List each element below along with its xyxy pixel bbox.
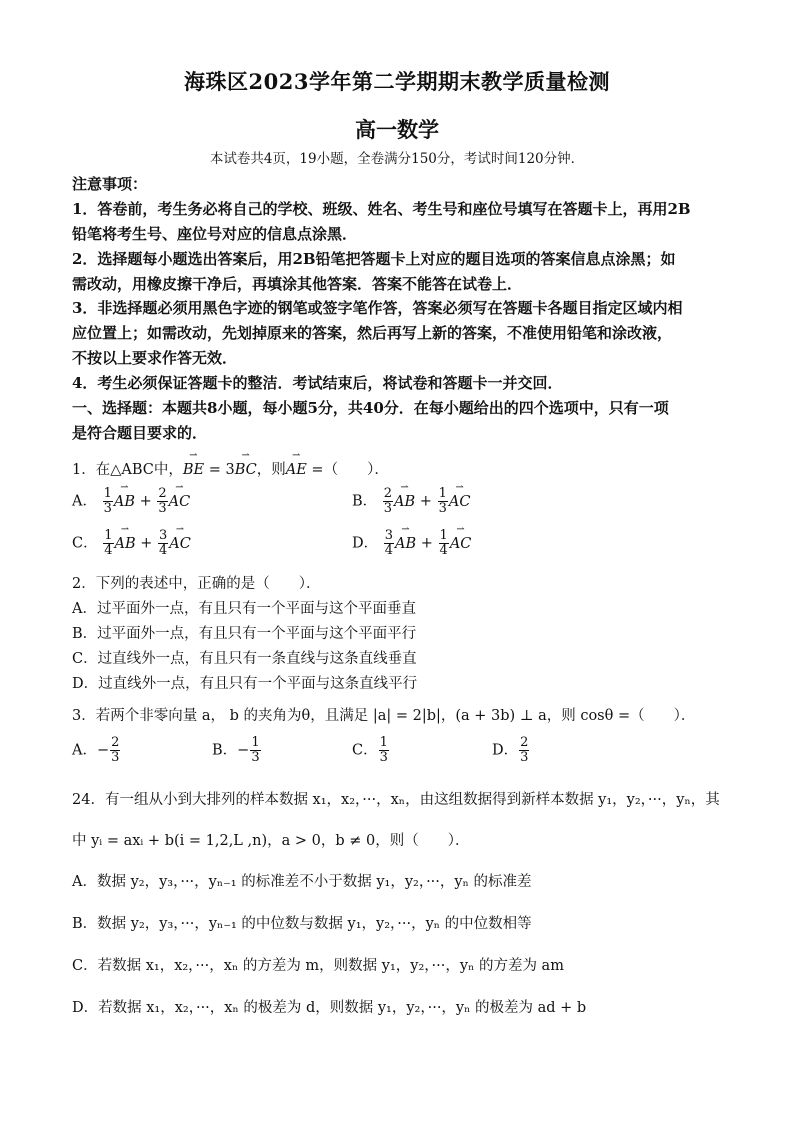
vector-be: ⇀ BE xyxy=(183,462,204,478)
fraction: $\frac{3}{4}$ xyxy=(159,528,168,558)
question-3-stem: 3．若两个非零向量 a， b 的夹角为θ，且满足 |a| = 2|b|，(a + 3b) ⊥ a，则 cosθ =（ ）． xyxy=(72,708,696,724)
q1-option-b[interactable]: B． $\frac{2}{3}$ ⇀ AB + $\frac{1}{3}$ ⇀ AC xyxy=(352,487,470,516)
q2-option-b[interactable]: B．过平面外一点，有且只有一个平面与这个平面平行 xyxy=(72,626,417,642)
fraction: $\frac{1}{4}$ xyxy=(439,528,448,558)
q3-option-d[interactable]: D． $\frac{2}{3}$ xyxy=(492,735,529,765)
fraction: $\frac{1}{3}$ xyxy=(251,735,260,765)
section-heading-cont: 是符合题目要求的． xyxy=(72,424,208,442)
q3-option-b[interactable]: B．− $\frac{1}{3}$ xyxy=(212,735,260,765)
notice-line: 1．答卷前，考生务必将自己的学校、班级、姓名、考生号和座位号填写在答题卡上，再用2B xyxy=(72,200,691,218)
q1-option-c[interactable]: C． $\frac{1}{4}$ ⇀ AB + $\frac{3}{4}$ ⇀ AC xyxy=(72,529,191,558)
notice-line: 应位置上；如需改动，先划掉原来的答案，然后再写上新的答案，不准使用铅笔和涂改液， xyxy=(72,324,673,342)
exam-subject: 高一数学 xyxy=(355,117,439,142)
q2-option-d[interactable]: D．过直线外一点，有且只有一个平面与这条直线平行 xyxy=(72,676,418,692)
section-heading: 一、选择题：本题共8小题，每小题5分，共40分．在每小题给出的四个选项中，只有一项 xyxy=(72,399,669,417)
notice-line: 需改动，用橡皮擦干净后，再填涂其他答案．答案不能答在试卷上． xyxy=(72,275,523,293)
fraction: $\frac{2}{3}$ xyxy=(111,735,120,765)
question-4-stem-cont: 中 yᵢ = axᵢ + b(i = 1,2,L ,n)，a > 0，b ≠ 0，则（ ）． xyxy=(72,833,470,849)
notice-heading: 注意事项： xyxy=(72,175,148,193)
exam-info: 本试卷共4页，19小题，全卷满分150分，考试时间120分钟． xyxy=(209,151,585,167)
q2-option-a[interactable]: A．过平面外一点，有且只有一个平面与这个平面垂直 xyxy=(72,601,416,617)
q3-option-a[interactable]: A．− $\frac{2}{3}$ xyxy=(72,735,120,765)
q4-option-b[interactable]: B．数据 y₂，y₃，···，yₙ₋₁ 的中位数与数据 y₁，y₂，···，yₙ 的中位数相等 xyxy=(72,916,532,932)
fraction: $\frac{1}{3}$ xyxy=(379,735,388,765)
exam-title: 海珠区2023学年第二学期期末教学质量检测 xyxy=(184,69,610,94)
notice-line: 不按以上要求作答无效． xyxy=(72,349,238,367)
notice-line: 铅笔将考生号、座位号对应的信息点涂黑． xyxy=(72,225,358,243)
q4-option-a[interactable]: A．数据 y₂，y₃，···，yₙ₋₁ 的标准差不小于数据 y₁，y₂，···，yₙ 的标准差 xyxy=(72,874,532,890)
fraction: $\frac{3}{4}$ xyxy=(384,528,394,558)
q4-option-c[interactable]: C．若数据 x₁，x₂，···，xₙ 的方差为 m，则数据 y₁，y₂，···，yₙ 的方差为 am xyxy=(72,958,564,974)
q2-option-c[interactable]: C．过直线外一点，有且只有一条直线与这条直线垂直 xyxy=(72,651,417,667)
q1-option-d[interactable]: D． $\frac{3}{4}$ ⇀ AB + $\frac{1}{4}$ ⇀ AC xyxy=(352,529,471,558)
vector-bc: ⇀ BC xyxy=(235,462,257,478)
question-4-stem: 24．有一组从小到大排列的样本数据 x₁，x₂，···，xₙ，由这组数据得到新样本数据 y₁，y₂，···，yₙ，其 xyxy=(72,792,720,808)
vector-ae: ⇀ AE xyxy=(286,462,307,478)
q1-option-a[interactable]: A． $\frac{1}{3}$ ⇀ AB + $\frac{2}{3}$ ⇀ AC xyxy=(72,487,190,516)
notice-line: 4．考生必须保证答题卡的整洁．考试结束后，将试卷和答题卡一并交回． xyxy=(72,374,563,392)
q4-option-d[interactable]: D．若数据 x₁，x₂，···，xₙ 的极差为 d，则数据 y₁，y₂，···，yₙ 的极差为 ad + b xyxy=(72,1000,587,1016)
fraction: $\frac{2}{3}$ xyxy=(383,486,393,516)
notice-line: 3．非选择题必须用黑色字迹的钢笔或签字笔作答，答案必须写在答题卡各题目指定区域内相 xyxy=(72,299,683,317)
question-2-stem: 2．下列的表述中，正确的是（ ）． xyxy=(72,576,321,592)
q3-option-c[interactable]: C． $\frac{1}{3}$ xyxy=(352,735,388,765)
fraction: $\frac{2}{3}$ xyxy=(158,486,167,516)
fraction: $\frac{1}{3}$ xyxy=(438,486,447,516)
fraction: $\frac{1}{3}$ xyxy=(103,486,112,516)
fraction: $\frac{2}{3}$ xyxy=(520,735,529,765)
notice-line: 2．选择题每小题选出答案后，用2B铅笔把答题卡上对应的题目选项的答案信息点涂黑；如 xyxy=(72,250,676,268)
question-1-stem: 1．在△ABC中，⇀ BE = 3⇀ BC，则⇀ AE =（ ）． xyxy=(72,458,389,479)
fraction: $\frac{1}{4}$ xyxy=(104,528,113,558)
